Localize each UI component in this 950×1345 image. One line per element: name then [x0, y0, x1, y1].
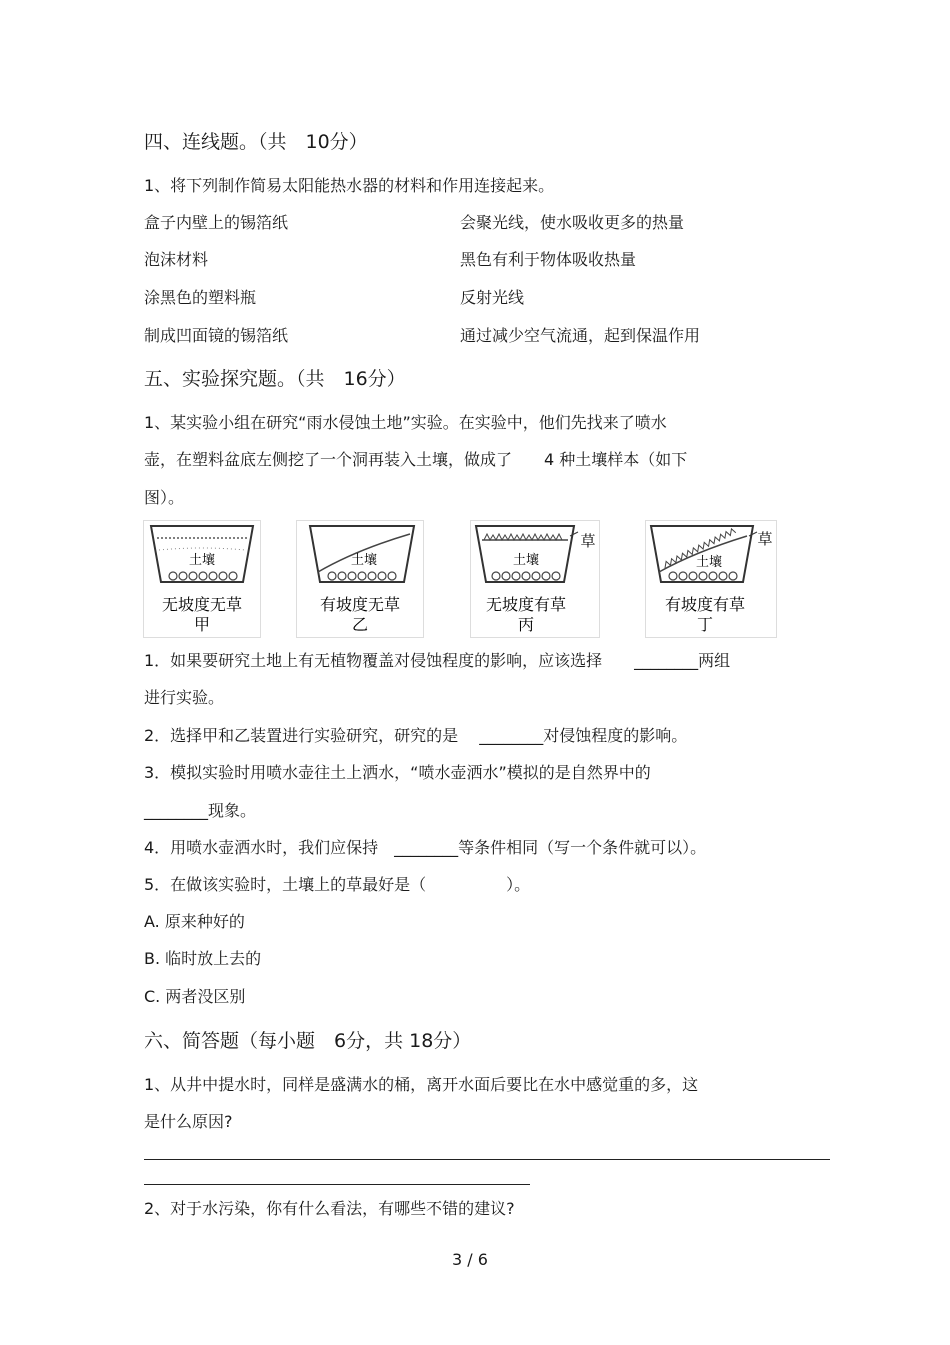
- figure-name: 丁: [696, 615, 714, 634]
- match-right-item: 黑色有利于物体吸收热量: [460, 250, 637, 269]
- soil-label: 土壤: [695, 555, 723, 570]
- section-4-heading: 四、连线题。（共 10分）: [144, 131, 368, 153]
- question-text: 1、从井中提水时，同样是盛满水的桶，离开水面后要比在水中感觉重的多，这: [144, 1075, 699, 1094]
- soil-label: 土壤: [350, 553, 378, 568]
- figure-name: 甲: [193, 615, 211, 634]
- soil-label: 土壤: [188, 553, 216, 568]
- grass-label: 草: [580, 532, 596, 550]
- question-text: 是什么原因?: [144, 1112, 233, 1131]
- option-b: B. 临时放上去的: [144, 949, 262, 968]
- match-left-item: 涂黑色的塑料瓶: [144, 288, 257, 307]
- option-c: C. 两者没区别: [144, 987, 246, 1006]
- figure-caption: 无坡度有草: [485, 595, 567, 614]
- sub-question: 进行实验。: [144, 688, 225, 707]
- answer-line: [144, 1159, 830, 1160]
- question-text: 1、将下列制作简易太阳能热水器的材料和作用连接起来。: [144, 176, 555, 195]
- match-left-item: 泡沫材料: [144, 250, 209, 269]
- answer-line: [144, 1184, 530, 1185]
- section-6-heading: 六、简答题（每小题 6分，共 18分）: [144, 1030, 472, 1052]
- soil-label: 土壤: [512, 553, 540, 568]
- figure-name: 丙: [517, 615, 535, 634]
- question-text: 1、某实验小组在研究“雨水侵蚀土地”实验。在实验中，他们先找来了喷水: [144, 413, 667, 432]
- figure-name: 乙: [351, 615, 369, 634]
- match-right-item: 通过减少空气流通，起到保温作用: [460, 326, 701, 345]
- question-text: 壶，在塑料盆底左侧挖了一个洞再装入土壤，做成了 4 种土壤样本（如下: [144, 450, 688, 469]
- match-left-item: 盒子内壁上的锡箔纸: [144, 213, 289, 232]
- option-a: A. 原来种好的: [144, 912, 245, 931]
- sub-question: 4．用喷水壶洒水时，我们应保持 ________等条件相同（写一个条件就可以）。: [144, 838, 707, 857]
- figure-caption: 无坡度无草: [161, 595, 243, 614]
- sub-question: 2．选择甲和乙装置进行实验研究，研究的是 ________对侵蚀程度的影响。: [144, 726, 688, 745]
- sub-question: 1．如果要研究土地上有无植物覆盖对侵蚀程度的影响，应该选择 ________两组: [144, 651, 731, 670]
- figure-caption: 有坡度无草: [319, 595, 401, 614]
- soil-sample-figure: [143, 520, 261, 638]
- soil-sample-figure: [470, 520, 600, 638]
- sub-question: ________现象。: [144, 801, 257, 820]
- question-text: 2、对于水污染，你有什么看法，有哪些不错的建议?: [144, 1199, 515, 1218]
- sub-question: 5．在做该实验时，土壤上的草最好是（ ）。: [144, 875, 531, 894]
- soil-sample-figure: [296, 520, 424, 638]
- soil-sample-figure: [645, 520, 777, 638]
- page-number: 3 / 6: [452, 1250, 488, 1269]
- match-right-item: 反射光线: [460, 288, 525, 307]
- figure-caption: 有坡度有草: [664, 595, 746, 614]
- match-left-item: 制成凹面镜的锡箔纸: [144, 326, 289, 345]
- sub-question: 3．模拟实验时用喷水壶往土上洒水，“喷水壶洒水”模拟的是自然界中的: [144, 763, 651, 782]
- match-right-item: 会聚光线，使水吸收更多的热量: [460, 213, 685, 232]
- question-text: 图）。: [144, 488, 185, 507]
- grass-label: 草: [757, 530, 773, 548]
- section-5-heading: 五、实验探究题。（共 16分）: [144, 368, 406, 390]
